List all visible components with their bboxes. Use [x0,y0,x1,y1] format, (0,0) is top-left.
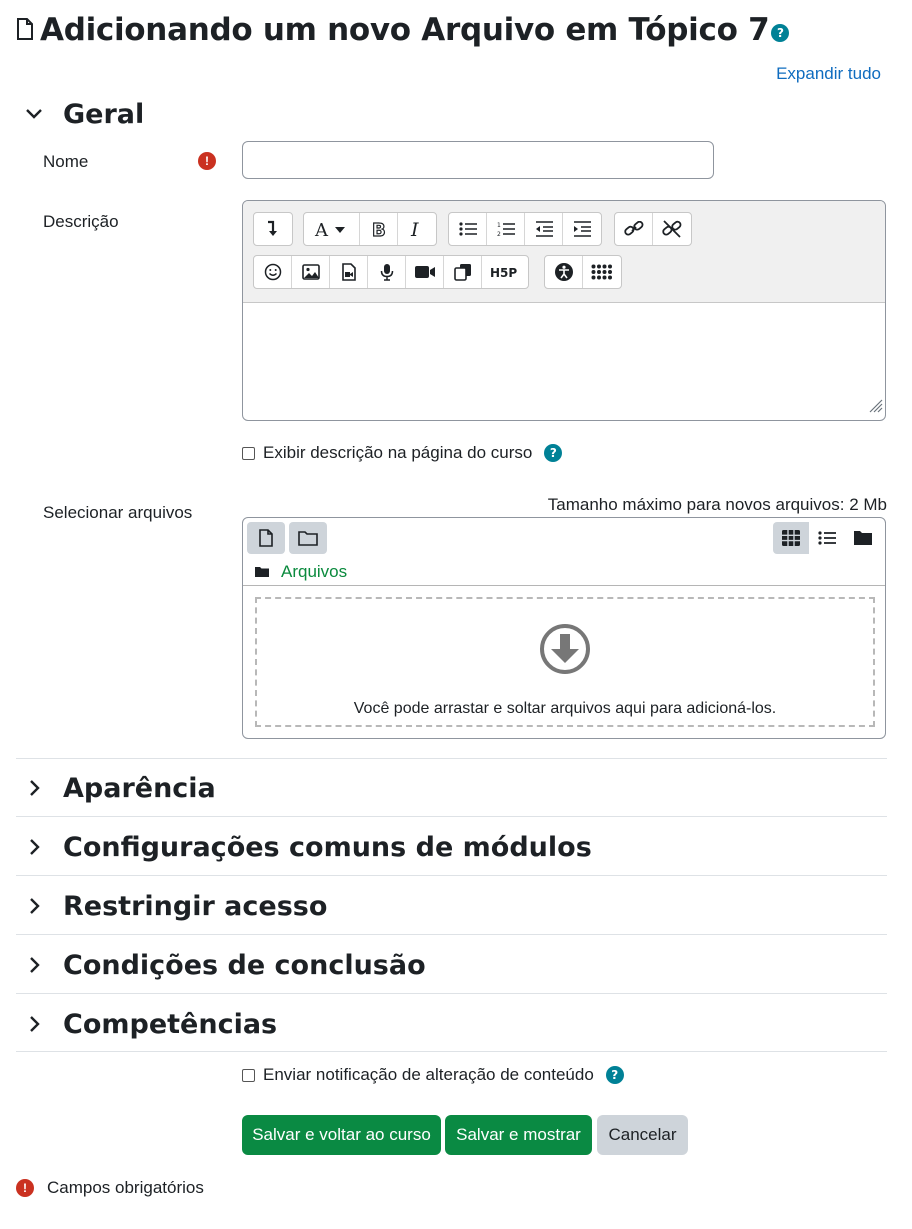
section-completion-header[interactable] [16,945,426,985]
chevron-right-icon[interactable] [19,832,49,862]
chevron-right-icon[interactable] [19,950,49,980]
audio-record-icon[interactable] [368,256,406,288]
toolbar-group-links [614,212,692,246]
bold-icon[interactable] [360,213,398,245]
section-common-settings-header[interactable] [16,827,592,867]
breadcrumb [255,562,347,582]
notify-checkbox[interactable] [242,1069,255,1082]
show-description-label: Exibir descrição na página do curso [263,443,533,462]
resize-handle-icon[interactable] [867,397,883,418]
section-competencies-title: Competências [63,1008,278,1040]
file-icon [16,12,34,48]
section-general-title: Geral [63,98,145,130]
add-file-button[interactable] [247,522,285,554]
save-return-button[interactable]: Salvar e voltar ao curso [242,1115,441,1155]
toolbar-group-lists [448,212,602,246]
save-display-button[interactable]: Salvar e mostrar [445,1115,592,1155]
create-folder-button[interactable] [289,522,327,554]
required-fields-note [16,1178,204,1198]
equation-grid-icon[interactable] [583,256,621,288]
accessibility-checker-icon[interactable] [545,256,583,288]
select-files-label: Selecionar arquivos [43,503,193,522]
max-size-text: Tamanho máximo para novos arquivos: 2 Mb [547,495,887,514]
dropzone-text: Você pode arrastar e soltar arquivos aqui para adicioná-los. [353,700,777,717]
media-icon[interactable] [330,256,368,288]
indent-icon[interactable] [563,213,601,245]
help-icon[interactable]: ? [606,1066,624,1084]
svg-text:I: I [411,220,419,238]
toolbar-group-format [303,212,437,246]
chevron-right-icon[interactable] [19,891,49,921]
section-restrict-access-title: Restringir acesso [63,890,328,922]
font-color-icon[interactable] [304,213,360,245]
divider [16,758,887,759]
show-description-row [242,443,562,463]
svg-text:H5P: H5P [490,266,518,279]
folder-icon [255,566,269,578]
name-label: Nome [43,152,89,171]
add-file-icon [259,529,273,547]
unlink-icon[interactable] [653,213,691,245]
grid-view-icon[interactable] [773,522,809,554]
svg-text:1: 1 [496,222,501,229]
description-editor[interactable] [242,200,886,421]
page-title [16,8,789,52]
unordered-list-icon[interactable] [449,213,487,245]
cancel-button[interactable]: Cancelar [597,1115,688,1155]
file-picker-toolbar [243,518,885,586]
list-view-icon[interactable] [809,522,845,554]
editor-toolbar [243,201,885,303]
name-input[interactable] [242,141,714,179]
emoji-icon[interactable] [254,256,292,288]
toolbar-group-tools [544,255,622,289]
file-picker [242,517,886,739]
image-icon[interactable] [292,256,330,288]
view-switcher [773,522,881,554]
file-dropzone[interactable] [255,597,875,727]
toolbar-group-media [253,255,529,289]
outdent-icon[interactable] [525,213,563,245]
notify-row [242,1065,624,1085]
required-icon: ! [16,1179,34,1197]
svg-text:A: A [314,220,328,238]
manage-files-icon[interactable] [444,256,482,288]
help-icon[interactable]: ? [771,24,789,42]
tree-view-icon[interactable] [845,522,881,554]
section-appearance-header[interactable] [16,768,216,808]
show-description-checkbox[interactable] [242,447,255,460]
chevron-down-icon[interactable] [19,99,49,129]
page-title-text: Adicionando um novo Arquivo em Tópico 7 [40,12,770,48]
required-fields-text: Campos obrigatórios [47,1178,204,1197]
section-appearance-title: Aparência [63,772,216,804]
section-general-header[interactable] [16,94,144,134]
section-competencies-header[interactable] [16,1004,277,1044]
folder-outline-icon [298,530,318,546]
italic-icon[interactable] [398,213,436,245]
section-common-settings-title: Configurações comuns de módulos [63,831,592,863]
svg-text:B: B [371,220,386,238]
chevron-right-icon[interactable] [19,773,49,803]
divider [16,934,887,935]
video-record-icon[interactable] [406,256,444,288]
section-completion-title: Condições de conclusão [63,949,426,981]
help-icon[interactable]: ? [544,444,562,462]
folder-path-link[interactable]: Arquivos [281,562,348,581]
chevron-right-icon[interactable] [19,1009,49,1039]
link-icon[interactable] [615,213,653,245]
download-arrow-icon [539,623,591,680]
expand-all-link[interactable]: Expandir tudo [776,64,881,83]
section-restrict-access-header[interactable] [16,886,327,926]
divider [16,1051,887,1052]
h5p-icon[interactable] [482,256,528,288]
svg-text:2: 2 [496,231,501,237]
divider [16,816,887,817]
collapse-icon[interactable] [254,213,292,245]
ordered-list-icon[interactable] [487,213,525,245]
toolbar-group-collapse [253,212,293,246]
required-icon: ! [198,152,216,170]
description-label: Descrição [43,212,119,231]
divider [16,993,887,994]
notify-label: Enviar notificação de alteração de conteúdo [263,1065,594,1084]
divider [16,875,887,876]
